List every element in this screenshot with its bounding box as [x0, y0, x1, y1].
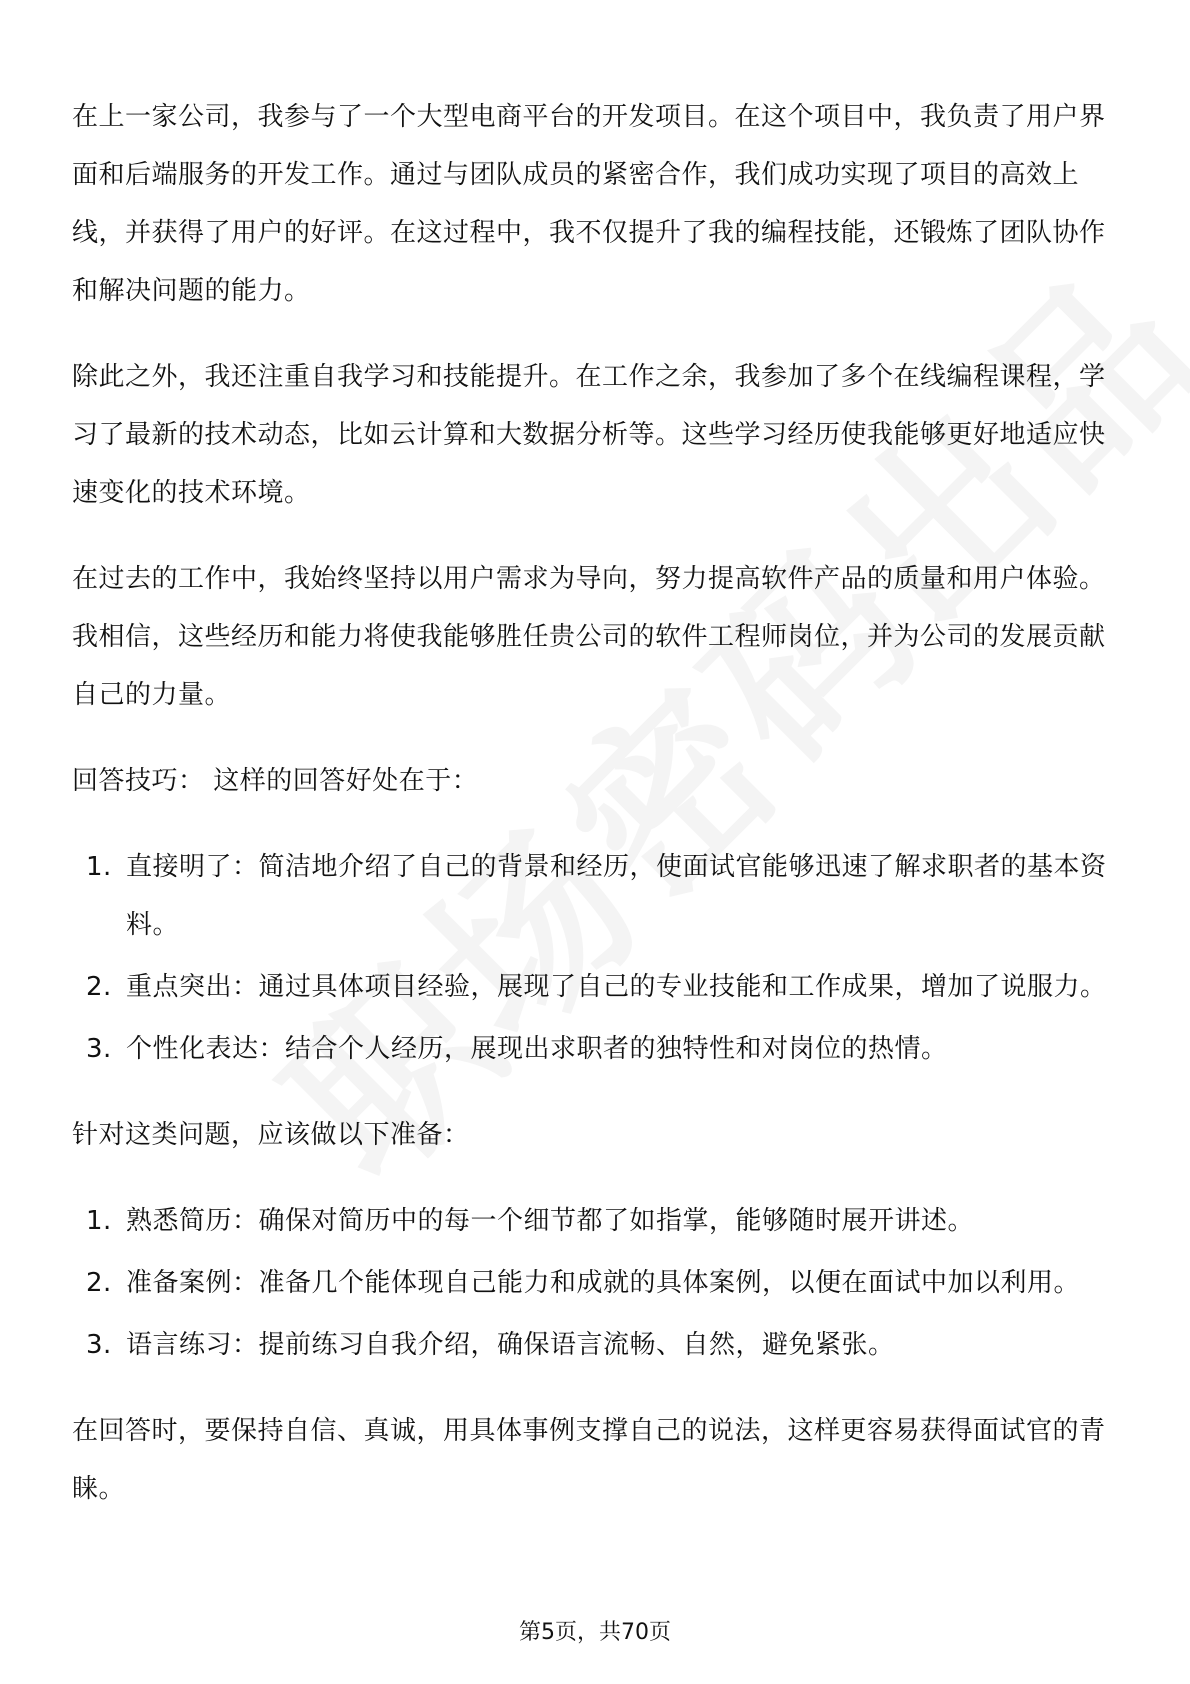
page-number-footer: 第5页，共70页: [519, 1620, 671, 1645]
list-item-number: 3.: [86, 1034, 112, 1064]
paragraph-answer-tips-heading: 回答技巧： 这样的回答好处在于：: [72, 766, 479, 796]
list-item: [72, 1316, 1118, 1374]
list-item-number: 1.: [86, 1206, 112, 1236]
list-item-text: 直接明了：简洁地介绍了自己的背景和经历，使面试官能够迅速了解求职者的基本资料。: [126, 852, 1107, 940]
list-item: [72, 958, 1118, 1016]
list-item-number: 1.: [86, 852, 112, 882]
list-item-text: 语言练习：提前练习自我介绍，确保语言流畅、自然，避免紧张。: [126, 1330, 895, 1360]
list-item-text: 个性化表达：结合个人经历，展现出求职者的独特性和对岗位的热情。: [126, 1034, 948, 1064]
list-item: [72, 838, 1118, 954]
list-item-number: 2.: [86, 1268, 112, 1298]
list-item-text: 准备案例：准备几个能体现自己能力和成就的具体案例，以便在面试中加以利用。: [126, 1268, 1081, 1298]
preparation-list: [72, 1192, 1118, 1374]
paragraph-project-experience: 在上一家公司，我参与了一个大型电商平台的开发项目。在这个项目中，我负责了用户界面和后端服务的开发工作。通过与团队成员的紧密合作，我们成功实现了项目的高效上线，并获得了用户的好评。在这过程中，我不仅提升了我的编程技能，还锻炼了团队协作和解决问题的能力。: [72, 102, 1106, 306]
paragraph-closing: 在回答时，要保持自信、真诚，用具体事例支撑自己的说法，这样更容易获得面试官的青睐。: [72, 1416, 1106, 1504]
document-body: [72, 88, 1118, 1546]
list-item-text: 熟悉简历：确保对简历中的每一个细节都了如指掌，能够随时展开讲述。: [126, 1206, 975, 1236]
list-item-text: 重点突出：通过具体项目经验，展现了自己的专业技能和工作成果，增加了说服力。: [126, 972, 1107, 1002]
paragraph-preparation-heading: 针对这类问题，应该做以下准备：: [72, 1120, 470, 1150]
list-item: [72, 1020, 1118, 1078]
paragraph-user-focus: 在过去的工作中，我始终坚持以用户需求为导向，努力提高软件产品的质量和用户体验。我相信，这些经历和能力将使我能够胜任贵公司的软件工程师岗位，并为公司的发展贡献自己的力量。: [72, 564, 1106, 710]
list-item: [72, 1192, 1118, 1250]
list-item-number: 2.: [86, 972, 112, 1002]
paragraph-self-learning: 除此之外，我还注重自我学习和技能提升。在工作之余，我参加了多个在线编程课程，学习了最新的技术动态，比如云计算和大数据分析等。这些学习经历使我能够更好地适应快速变化的技术环境。: [72, 362, 1106, 508]
list-item-number: 3.: [86, 1330, 112, 1360]
list-item: [72, 1254, 1118, 1312]
tips-list: [72, 838, 1118, 1078]
